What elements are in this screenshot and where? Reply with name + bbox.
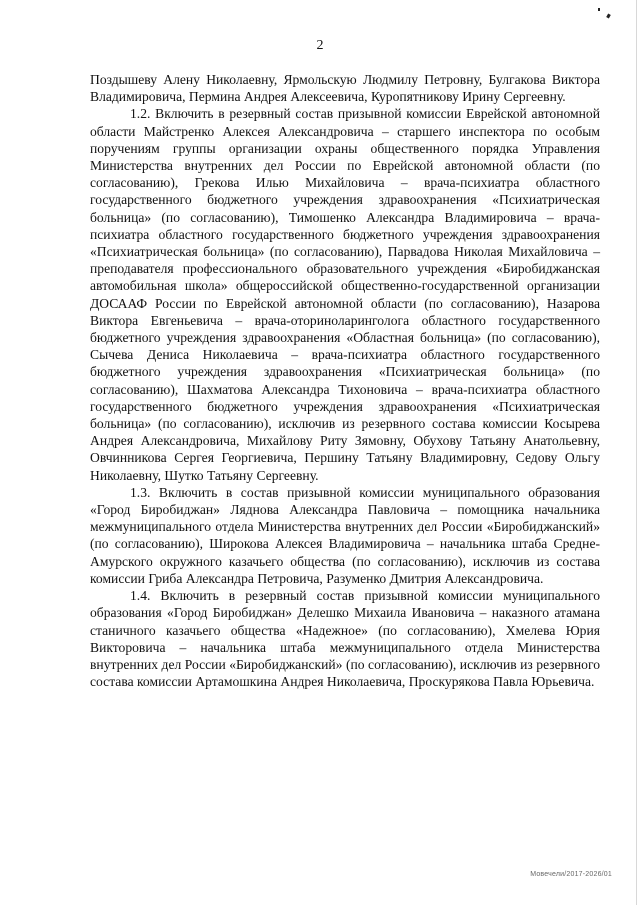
- document-body: [90, 71, 600, 690]
- scan-mark: [598, 8, 600, 11]
- paragraph-continuation: Поздышеву Алену Николаевну, Ярмольскую Людмилу Петровну, Булгакова Виктора Владимировича, Пермина Андрея Алексеевича, Куропятникову Ирину Сергеевну.: [90, 72, 600, 105]
- paragraph-1-3: 1.3. Включить в состав призывной комиссии муниципального образования «Город Биробиджан» Ляднова Александра Павловича – помощника начальника межмуниципального отдела Министерства внутренних дел России «Биробиджанский» (по согласованию), Широкова Алексея Владимировича – начальника штаба Средне-Амурского окружного казачьего общества (по согласованию), исключив из состава комиссии Гриба Александра Петровича, Разуменко Дмитрия Александровича.: [90, 484, 600, 586]
- paragraph-1-2: 1.2. Включить в резервный состав призывной комиссии Еврейской автономной области Майстренко Алексея Александровича – старшего инспектора по особым поручениям группы организации охраны общественного порядка Управления Министерства внутренних дел России по Еврейской автономной области (по согласованию), Грекова Илью Михайловича – врача-психиатра областного государственного бюджетного учреждения здравоохранения «Психиатрическая больница» (по согласованию), Тимошенко Александра Владимировича – врача-психиатра областного государственного бюджетного учреждения здравоохранения «Психиатрическая больница» (по согласованию), Парвадова Николая Михайловича – преподавателя профессионального образовательного учреждения «Биробиджанская автомобильная школа» общероссийской общественно-государственной организации ДОСААФ России по Еврейской автономной области (по согласованию), Назарова Виктора Евгеньевича – врача-оториноларинголога областного государственного бюджетного учреждения здравоохранения «Областная больница» (по согласованию), Сычева Дениса Николаевича – врача-психиатра областного государственного бюджетного учреждения здравоохранения «Психиатрическая больница» (по согласованию), Шахматова Александра Тихоновича – врача-психиатра областного государственного бюджетного учреждения здравоохранения «Психиатрическая больница» (по согласованию), исключив из резервного состава комиссии Косырева Андрея Александровича, Михайлову Риту Зямовну, Обухову Татьяну Анатольевну, Овчинникова Сергея Георгиевича, Першину Татьяну Владимировну, Седову Ольгу Николаевну, Шутко Татьяну Сергеевну.: [90, 106, 600, 483]
- page-number: 2: [316, 38, 324, 53]
- paragraph-1-4: 1.4. Включить в резервный состав призывной комиссии муниципального образования «Город Биробиджан» Делешко Михаила Ивановича – наказного атамана станичного казачьего общества «Надежное» (по согласованию), Хмелева Юрия Викторовича – начальника штаба межмуниципального отдела Министерства внутренних дел России «Биробиджанский» (по согласованию), исключив из резервного состава комиссии Артамошкина Андрея Николаевича, Проскурякова Павла Юрьевича.: [90, 588, 600, 690]
- scan-mark: [606, 14, 611, 19]
- document-footer-code: Мовечели/2017-2026/01: [530, 871, 612, 878]
- page-edge-line: [636, 0, 637, 905]
